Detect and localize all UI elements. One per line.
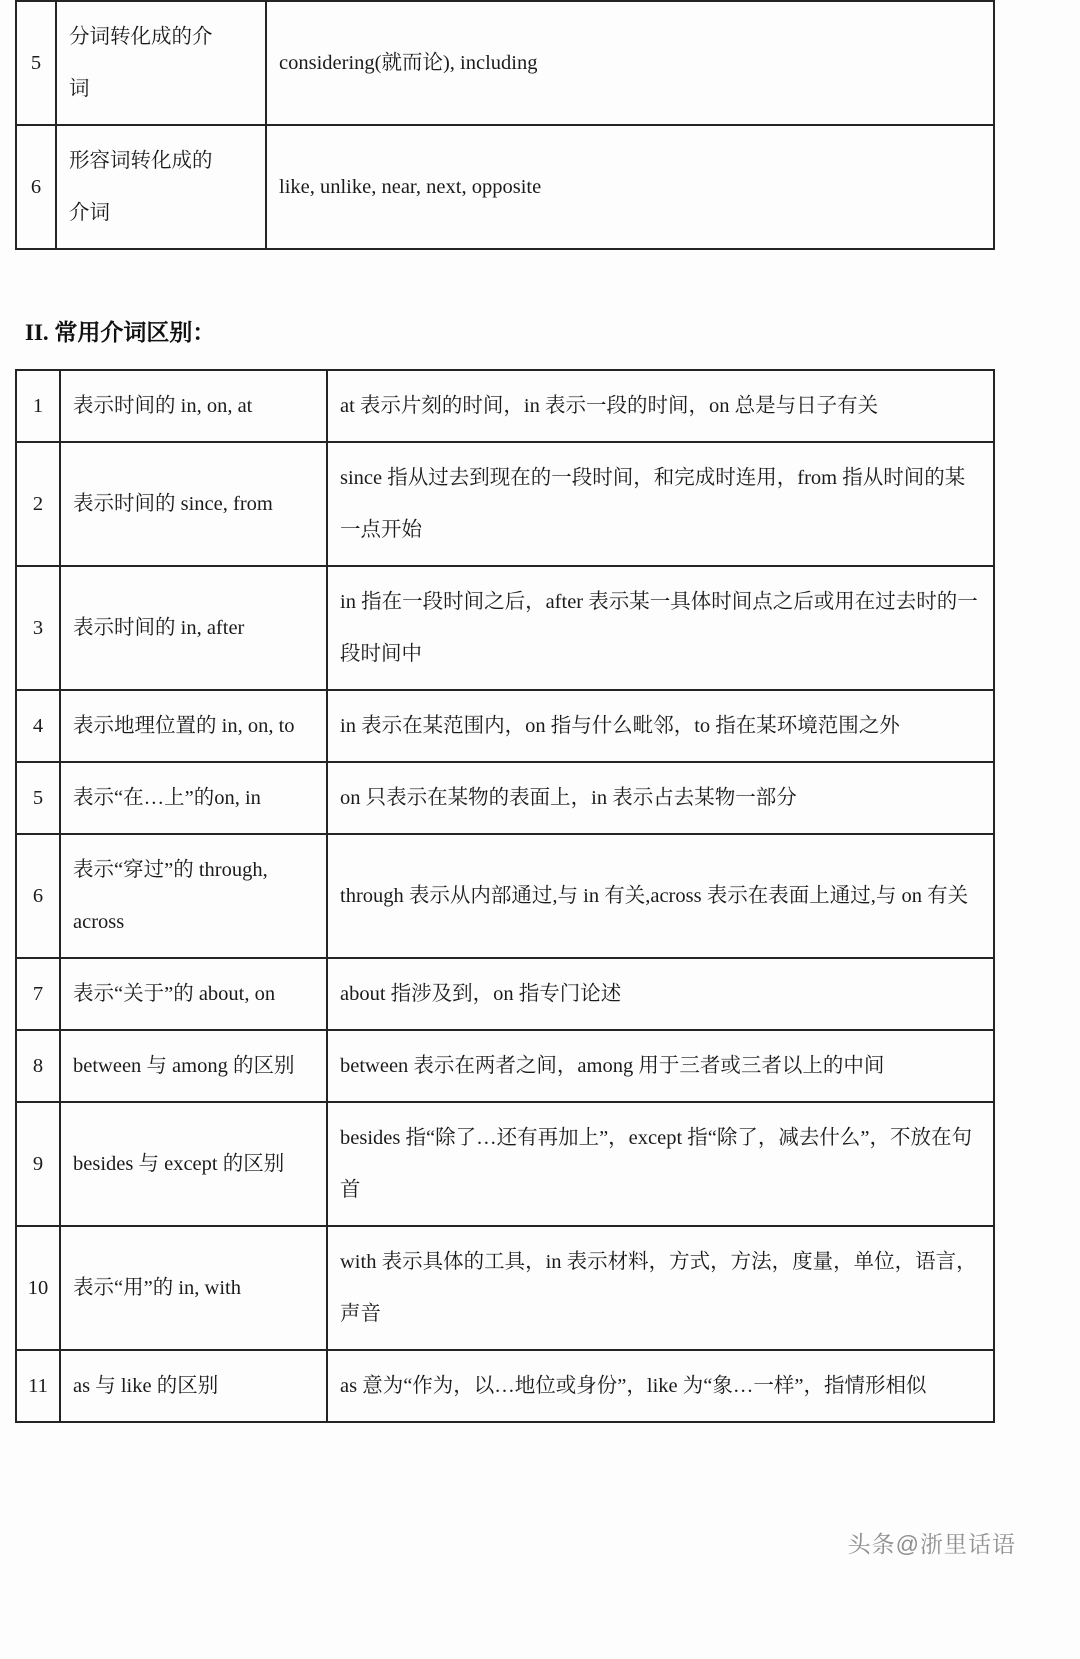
row-category: 表示“用”的 in, with	[60, 1226, 327, 1350]
table-row	[16, 1350, 994, 1422]
table-row	[16, 958, 994, 1030]
table-row	[16, 1, 994, 125]
table-row	[16, 1102, 994, 1226]
table-row	[16, 370, 994, 442]
row-number: 1	[16, 370, 60, 442]
watermark: 头条@浙里话语	[847, 1531, 1016, 1557]
row-category: 表示“关于”的 about, on	[60, 958, 327, 1030]
row-content: in 表示在某范围内，on 指与什么毗邻，to 指在某环境范围之外	[327, 690, 994, 762]
row-content: as 意为“作为，以…地位或身份”，like 为“象…一样”，指情形相似	[327, 1350, 994, 1422]
row-category: 表示时间的 in, after	[60, 566, 327, 690]
row-number: 11	[16, 1350, 60, 1422]
row-category: 表示地理位置的 in, on, to	[60, 690, 327, 762]
row-content: through 表示从内部通过,与 in 有关,across 表示在表面上通过,与 on 有关	[327, 834, 994, 958]
row-number: 3	[16, 566, 60, 690]
table-row	[16, 1226, 994, 1350]
row-category: 表示“穿过”的 through, across	[60, 834, 327, 958]
row-content: about 指涉及到，on 指专门论述	[327, 958, 994, 1030]
row-number: 5	[16, 1, 56, 125]
row-category: between 与 among 的区别	[60, 1030, 327, 1102]
row-category: 表示时间的 in, on, at	[60, 370, 327, 442]
table-row	[16, 834, 994, 958]
row-content: with 表示具体的工具，in 表示材料，方式，方法，度量，单位，语言，声音	[327, 1226, 994, 1350]
row-content: in 指在一段时间之后，after 表示某一具体时间点之后或用在过去时的一段时间中	[327, 566, 994, 690]
row-content: like, unlike, near, next, opposite	[266, 125, 994, 249]
preposition-differences-table	[15, 369, 995, 1423]
row-category: besides 与 except 的区别	[60, 1102, 327, 1226]
row-number: 2	[16, 442, 60, 566]
row-content: at 表示片刻的时间，in 表示一段的时间，on 总是与日子有关	[327, 370, 994, 442]
row-category: 分词转化成的介词	[56, 1, 266, 125]
table-row	[16, 566, 994, 690]
row-category: as 与 like 的区别	[60, 1350, 327, 1422]
row-content: between 表示在两者之间，among 用于三者或三者以上的中间	[327, 1030, 994, 1102]
table-row	[16, 125, 994, 249]
row-content: on 只表示在某物的表面上，in 表示占去某物一部分	[327, 762, 994, 834]
section-heading: II. 常用介词区别：	[25, 320, 216, 345]
row-content: besides 指“除了…还有再加上”，except 指“除了，减去什么”，不放在句首	[327, 1102, 994, 1226]
row-category: 表示时间的 since, from	[60, 442, 327, 566]
row-number: 6	[16, 834, 60, 958]
row-category: 形容词转化成的介词	[56, 125, 266, 249]
table-row	[16, 762, 994, 834]
table-row	[16, 442, 994, 566]
row-content: since 指从过去到现在的一段时间，和完成时连用，from 指从时间的某一点开始	[327, 442, 994, 566]
table-row	[16, 1030, 994, 1102]
conversion-prepositions-table	[15, 0, 995, 250]
row-category: 表示“在…上”的on, in	[60, 762, 327, 834]
row-number: 6	[16, 125, 56, 249]
row-number: 10	[16, 1226, 60, 1350]
table-row	[16, 690, 994, 762]
row-number: 4	[16, 690, 60, 762]
row-number: 9	[16, 1102, 60, 1226]
row-number: 8	[16, 1030, 60, 1102]
row-content: considering(就而论), including	[266, 1, 994, 125]
row-number: 7	[16, 958, 60, 1030]
row-number: 5	[16, 762, 60, 834]
